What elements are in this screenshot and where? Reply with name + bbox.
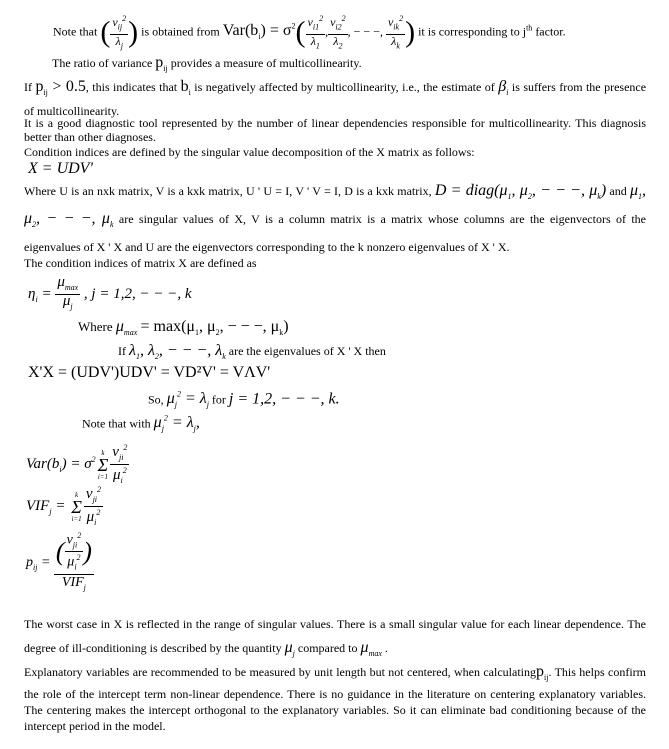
so-line: So, $\mu_j^2 = \lambda_j$ for j = 1,2, − − −, k. [148, 390, 340, 410]
if-text-e: multicollinearity. [37, 104, 120, 119]
if-text-b: , this indicates that [85, 80, 178, 94]
note-variance-line: Note that ( $\frac{v_{ij}^2}{\lambda_j}$ ) is obtained from $Var(b_i) = \sigma^2$( $\frac{v_{i1}^2}{\lambda_1}$ , $\frac{v_{i2}^2}{\lambda_2}$ , − − −, $\frac{v_{ik}^2}{\lambda_k}$ ) it is corresponding to $j^{th}$ factor. [53, 14, 566, 50]
if-text-c: is negatively affected by multicollinearity, i.e., the estimate of [194, 80, 495, 94]
xtx-equation: X'X = (UDV')UDV' = VD²V' = VΛV' [28, 364, 271, 381]
worst-case-paragraph: The worst case in X is reflected in the range of singular values. There is a small singular value for each linear dependence. The degree of ill-conditioning is described by the quantity $\mu_j$ compared to $\mu_{max}$ . [24, 617, 646, 659]
eigen-line: If $\lambda_1$, $\lambda_2$, − − −, $\lambda_k$ are the eigenvalues of X ' X then [118, 342, 386, 362]
good-diagnostic-paragraph: It is a good diagnostic tool represented by the number of linear dependencies responsible for multicollinearity. This diagnosis better than other diagnoses. [24, 116, 646, 144]
condition-paragraph: Condition indices are defined by the singular value decomposition of the X matrix as follows: [24, 145, 475, 159]
note2-line: Note that with $\mu_j^2 = \lambda_j$, [82, 414, 200, 434]
expl-text-2: . This helps confirm the role of the intercept term non-linear dependence. There is no guidance in the literature on centering explanatory variables. The centering makes the intercept orthogonal to the explanatory variables. So it can eliminate bad conditioning because of the intercept period in the model. [24, 665, 646, 734]
note-text-d: factor. [535, 24, 566, 39]
fraction-v-lambda: $\frac{v_{ij}^2}{\lambda_j}$ [112, 14, 127, 50]
expl-text-1: Explanatory variables are recommended to be measured by unit length but not centered, when calculating [24, 665, 536, 679]
svd-equation: X = UDV' [28, 160, 93, 177]
note-text-b: is obtained from [141, 24, 220, 39]
where-text-b: and [609, 184, 627, 198]
eigen-tail: are the eigenvalues of X ' X then [228, 344, 386, 358]
eta-equation: $\eta_i$ = $\frac{\mu_{max}}{\mu_j}$ , j = 1,2, − − −, k [28, 274, 192, 311]
note-text-a: Note that [53, 24, 98, 39]
so-label: So, [148, 392, 164, 407]
ratio-line [52, 54, 362, 73]
worst-text-2: degree of ill-conditioning is described by the quantity [24, 641, 282, 655]
var-equation: $Var(b_i) = \sigma^2$ k Σ i=1 $\frac{v_{ji}^2}{\mu_i^2}$ [26, 443, 128, 486]
indices-defined-line: The condition indices of matrix X are defined as [24, 256, 257, 270]
mu-max-line: Where $\mu_{max} = \max(\mu_1$, $\mu_2$, − − −, $\mu_k$) [78, 318, 289, 338]
pij-equation: $p_{ij}$ = ( $\frac{v_{ji}^2}{\mu_i^2}$ ) $VIF_j$ [26, 531, 92, 592]
p-ij-symbol: $p_{ij}$ [155, 54, 168, 74]
where-text-c: are singular values of X, V is a column matrix is a matrix whose columns are the eigenvectors of the eigenvalues of X ' X and U are the eigenvectors corresponding to the k nonzero eigenvalues of X ' X. [24, 212, 647, 255]
so-tail: for [211, 392, 226, 407]
where-label: Where [78, 319, 113, 334]
ratio-text-a: The ratio of variance [52, 56, 153, 70]
if-label: If [118, 344, 126, 358]
if-paragraph: If $p_{ij} > 0.5$, this indicates that $b_i$ is negatively affected by multicollinearity, i.e., the estimate of $\beta_i$ is suffers from the presence of multicollinearity. [24, 78, 647, 119]
if-text-d: is suffers from the presence of [24, 80, 647, 119]
vif-equation: $VIF_j$ = k Σ i=1 $\frac{v_{ji}^2}{\mu_i^2}$ [26, 485, 102, 527]
if-text-a: If [24, 80, 32, 94]
explanatory-paragraph: Explanatory variables are recommended to be measured by unit length but not centered, when calculatingp$_{ij}$. This helps confirm the role of the intercept term non-linear dependence. There is no guidance in the literature on centering explanatory variables. The centering makes the intercept orthogonal to the explanatory variables. So it can eliminate bad conditioning because of the intercept period in the model. [24, 663, 646, 734]
note2-text: Note that with [82, 416, 151, 431]
worst-text-1: The worst case in X is reflected in the range of singular values. There is a small singular value for each linear dependence. The [24, 617, 646, 631]
where-paragraph: Where U is an nxk matrix, V is a kxk matrix, U ' U = I, V ' V = I, D is a kxk matrix, $D = diag(\mu_1$, $\mu_2$, − − −, $\mu_k$) and $\mu_1$, $\mu_2$, − − −, $\mu_k$ are singular values of X, V is a column matrix is a matrix whose columns are the eigenvectors of the eigenvalues of X ' X and U are the eigenvectors corresponding to the k nonzero eigenvalues of X ' X. [24, 182, 647, 255]
note-text-c: it is corresponding to j [418, 24, 527, 39]
where-text-a: Where U is an nxk matrix, V is a kxk matrix, U ' U = I, V ' V = I, D is a kxk matrix, [24, 184, 432, 198]
note-sup: th [526, 23, 533, 33]
ratio-text-b: provides a measure of multicollinearity. [170, 56, 362, 70]
worst-text-3: compared to [297, 641, 358, 655]
